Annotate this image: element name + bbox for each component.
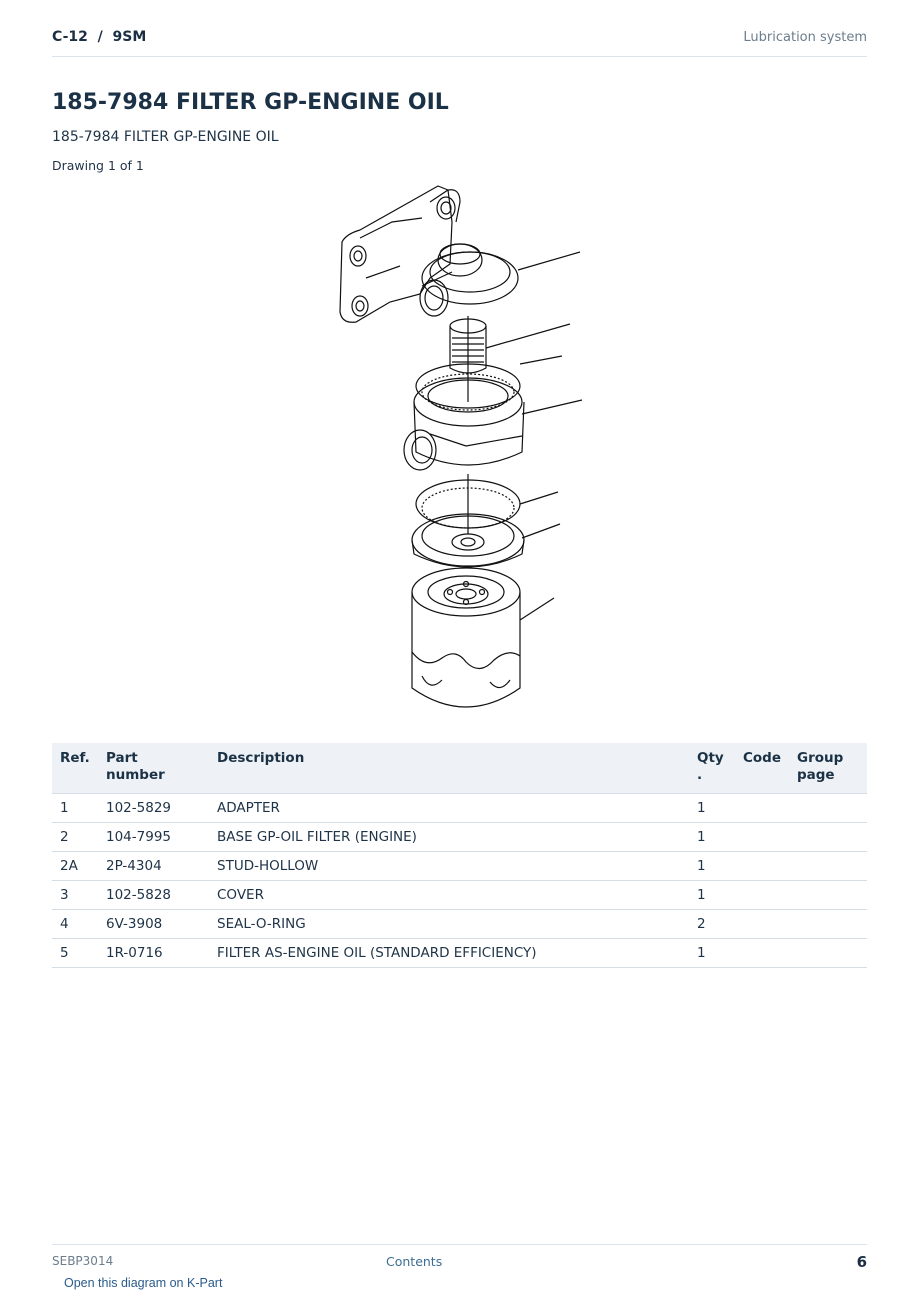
- cell-code: [735, 823, 789, 852]
- page-number: 6: [856, 1253, 867, 1271]
- cell-group-page: [789, 910, 867, 939]
- table-row: [52, 881, 867, 910]
- cell-description: FILTER AS-ENGINE OIL (STANDARD EFFICIENCY): [209, 939, 689, 968]
- document-code: SEBP3014: [52, 1254, 114, 1268]
- cell-code: [735, 939, 789, 968]
- cell-part-number: 1R-0716: [98, 939, 209, 968]
- base-drawing: [404, 356, 582, 470]
- cell-description: BASE GP-OIL FILTER (ENGINE): [209, 823, 689, 852]
- parts-table: [52, 743, 867, 968]
- cell-code: [735, 852, 789, 881]
- col-description: Description: [209, 743, 689, 794]
- cell-code: [735, 881, 789, 910]
- drawing-label: Drawing 1 of 1: [52, 158, 144, 173]
- cell-group-page: [789, 794, 867, 823]
- section-label: Lubrication system: [743, 30, 867, 45]
- cell-part-number: 104-7995: [98, 823, 209, 852]
- cell-group-page: [789, 823, 867, 852]
- table-row: [52, 852, 867, 881]
- cell-description: COVER: [209, 881, 689, 910]
- cell-qty: 2: [689, 910, 735, 939]
- cell-group-page: [789, 881, 867, 910]
- cell-part-number: 102-5828: [98, 881, 209, 910]
- cell-ref: 5: [52, 939, 98, 968]
- table-row: [52, 823, 867, 852]
- cell-qty: 1: [689, 939, 735, 968]
- table-row: [52, 910, 867, 939]
- filter-drawing: [412, 568, 554, 707]
- model-label: C-12 / 9SM: [52, 29, 147, 45]
- cover-drawing: [412, 474, 560, 567]
- cell-part-number: 2P-4304: [98, 852, 209, 881]
- col-code: Code: [735, 743, 789, 794]
- cell-part-number: 102-5829: [98, 794, 209, 823]
- cell-code: [735, 794, 789, 823]
- cell-qty: 1: [689, 823, 735, 852]
- cell-ref: 4: [52, 910, 98, 939]
- cell-qty: 1: [689, 794, 735, 823]
- col-group-page: Group page: [789, 743, 867, 794]
- col-ref: Ref.: [52, 743, 98, 794]
- cell-description: STUD-HOLLOW: [209, 852, 689, 881]
- table-row: [52, 794, 867, 823]
- cell-description: SEAL-O-RING: [209, 910, 689, 939]
- page-header: [52, 26, 867, 57]
- cell-group-page: [789, 939, 867, 968]
- col-part-number: Part number: [98, 743, 209, 794]
- cell-ref: 2A: [52, 852, 98, 881]
- parts-diagram: [330, 182, 590, 722]
- table-header-row: [52, 743, 867, 794]
- page-title: 185-7984 FILTER GP-ENGINE OIL: [52, 90, 449, 115]
- col-qty: Qty .: [689, 743, 735, 794]
- cell-code: [735, 910, 789, 939]
- cell-ref: 3: [52, 881, 98, 910]
- cell-ref: 2: [52, 823, 98, 852]
- cell-qty: 1: [689, 881, 735, 910]
- cell-group-page: [789, 852, 867, 881]
- page-subtitle: 185-7984 FILTER GP-ENGINE OIL: [52, 129, 279, 145]
- contents-link[interactable]: Contents: [386, 1254, 443, 1269]
- cell-description: ADAPTER: [209, 794, 689, 823]
- adapter-drawing: [340, 186, 580, 322]
- table-row: [52, 939, 867, 968]
- kpart-link[interactable]: Open this diagram on K-Part: [64, 1276, 223, 1290]
- cell-qty: 1: [689, 852, 735, 881]
- cell-part-number: 6V-3908: [98, 910, 209, 939]
- cell-ref: 1: [52, 794, 98, 823]
- hollow-stud-drawing: [450, 316, 570, 402]
